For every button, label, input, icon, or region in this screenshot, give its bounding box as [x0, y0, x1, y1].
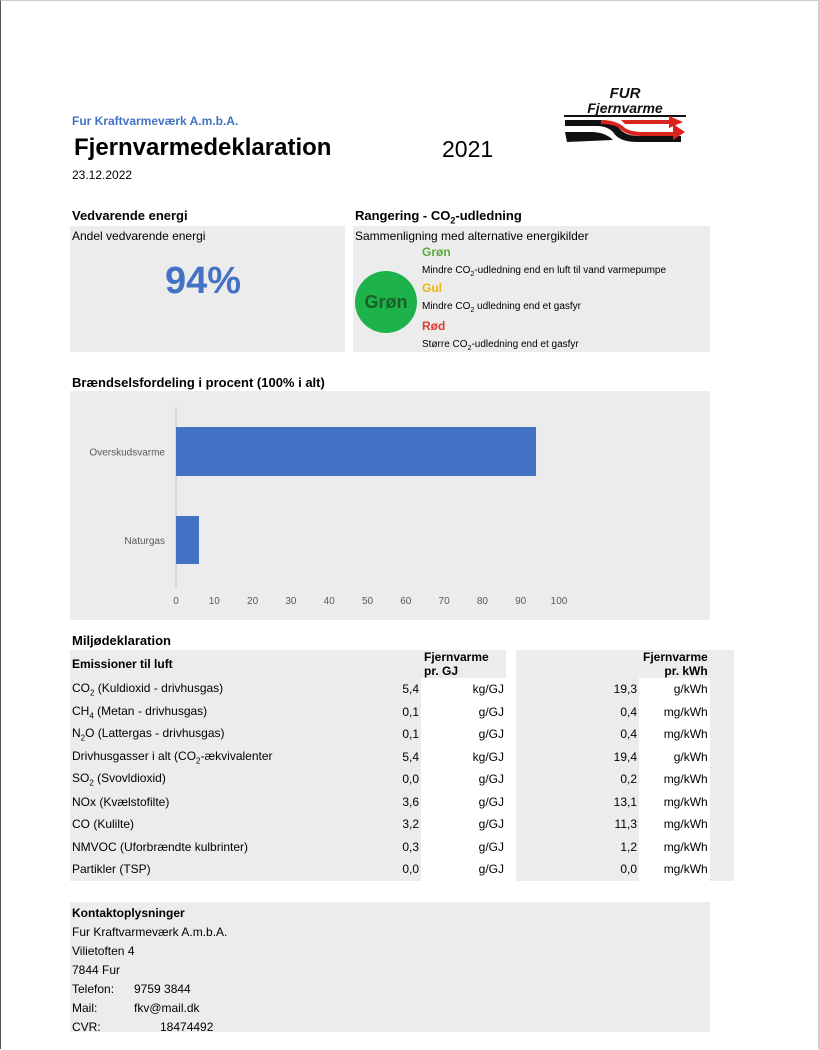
emission-kwh-value: 19,3: [516, 678, 641, 701]
level-yellow-desc: Mindre $CO_2$ udledning end et gasfyr: [422, 301, 582, 314]
x-tick-label: 90: [515, 596, 527, 607]
emission-gj-unit: g/GJ: [422, 813, 506, 836]
emission-gj-value: 5,4: [344, 678, 422, 701]
bar-overskudsvarme: [176, 427, 536, 476]
contact-street: Vilietoften 4: [72, 944, 135, 958]
emission-kwh-unit: mg/kWh: [641, 858, 710, 881]
contact-phone: 9759 3844: [134, 982, 191, 996]
contact-name: Fur Kraftvarmeværk A.m.b.A.: [72, 925, 228, 939]
table-row: [70, 723, 734, 746]
emission-gj-value: 0,1: [344, 723, 422, 746]
x-tick-label: 30: [285, 596, 297, 607]
fuel-chart: [70, 391, 710, 620]
x-tick-label: 70: [438, 596, 450, 607]
emission-gj-value: 0,0: [344, 768, 422, 791]
emission-kwh-unit: mg/kWh: [641, 836, 710, 859]
emission-kwh-unit: mg/kWh: [641, 768, 710, 791]
x-tick-label: 40: [323, 596, 335, 607]
contact-block: [72, 904, 227, 1037]
emission-name: Partikler (TSP): [70, 858, 344, 881]
emission-gj-value: 5,4: [344, 746, 422, 769]
emission-kwh-unit: mg/kWh: [641, 813, 710, 836]
emission-gj-unit: g/GJ: [422, 836, 506, 859]
emission-name: NOx (Kvælstofilte): [70, 791, 344, 814]
emission-kwh-value: 0,0: [516, 858, 641, 881]
level-yellow-name: Gul: [422, 281, 442, 295]
page-title: Fjernvarmedeklaration: [74, 134, 332, 161]
contact-phone-label: Telefon:: [72, 982, 115, 996]
emission-gj-unit: g/GJ: [422, 791, 506, 814]
renewable-label: Andel vedvarende energi: [72, 229, 206, 243]
emission-kwh-unit: mg/kWh: [641, 723, 710, 746]
level-green-desc: Mindre $CO_2$-udledning end en luft til vand varmepumpe: [422, 265, 667, 278]
x-tick-label: 50: [361, 596, 374, 607]
level-red-desc: Større $CO_2$-udledning end et gasfyr: [422, 339, 579, 352]
emission-name: $CH_4$ (Metan - drivhusgas): [70, 701, 344, 724]
x-tick-label: 80: [476, 596, 488, 607]
level-green-name: Grøn: [422, 245, 451, 259]
emission-kwh-value: 11,3: [516, 813, 641, 836]
emission-kwh-value: 19,4: [516, 746, 641, 769]
table-row: [70, 813, 734, 836]
contact-mail[interactable]: fkv@mail.dk: [134, 1001, 200, 1015]
renewable-value: 94%: [165, 260, 242, 302]
emission-gj-value: 0,3: [344, 836, 422, 859]
emission-kwh-value: 0,2: [516, 768, 641, 791]
emission-kwh-value: 0,4: [516, 701, 641, 724]
emission-gj-unit: g/GJ: [422, 768, 506, 791]
fuel-heading: Brændselsfordeling i procent (100% i alt): [72, 375, 325, 390]
emission-name: NMVOC (Uforbrændte kulbrinter): [70, 836, 344, 859]
company-name: Fur Kraftvarmeværk A.m.b.A.: [72, 114, 239, 128]
report-date: 23.12.2022: [72, 168, 133, 182]
emission-gj-unit: g/GJ: [422, 701, 506, 724]
ranking-subtitle: Sammenligning med alternative energikilder: [355, 229, 589, 243]
ranking-heading: Rangering - $CO_2$-udledning: [355, 208, 522, 226]
contact-cvr: 18474492: [160, 1020, 214, 1034]
emission-gj-unit: kg/GJ: [422, 746, 506, 769]
emission-kwh-unit: mg/kWh: [641, 791, 710, 814]
x-tick-label: 20: [247, 596, 259, 607]
category-label: Naturgas: [124, 536, 165, 547]
table-row: [70, 858, 734, 881]
table-row: [70, 836, 734, 859]
emission-gj-value: 3,6: [344, 791, 422, 814]
bar-naturgas: [176, 516, 199, 564]
logo-text-fjernvarme: Fjernvarme: [587, 100, 663, 116]
emission-kwh-value: 1,2: [516, 836, 641, 859]
contact-phone-row: [72, 980, 227, 999]
emission-kwh-unit: g/kWh: [641, 678, 710, 701]
emission-kwh-unit: mg/kWh: [641, 701, 710, 724]
emission-name: $CO_2$ (Kuldioxid - drivhusgas): [70, 678, 344, 701]
col-emission-header: Emissioner til luft: [70, 650, 344, 678]
contact-mail-row: [72, 999, 227, 1018]
report-year: 2021: [442, 136, 494, 162]
category-label: Overskudsvarme: [89, 447, 165, 459]
emission-gj-value: 0,1: [344, 701, 422, 724]
contact-mail-label: Mail:: [72, 1001, 98, 1015]
company-logo: [561, 76, 689, 146]
contact-cvr-label: CVR:: [72, 1020, 101, 1034]
fuel-chart-panel: [70, 391, 710, 620]
emission-name: Drivhusgasser i alt ($CO_2$-ækvivalenter: [70, 746, 344, 769]
rating-badge: Grøn: [355, 271, 417, 333]
emission-kwh-value: 13,1: [516, 791, 641, 814]
emissions-table: [70, 650, 734, 881]
emission-gj-unit: kg/GJ: [422, 678, 506, 701]
table-row: [70, 746, 734, 769]
table-row: [70, 701, 734, 724]
env-heading: Miljødeklaration: [72, 633, 171, 648]
emissions-header-row: [70, 650, 734, 678]
contact-city: 7844 Fur: [72, 963, 121, 977]
emission-kwh-value: 0,4: [516, 723, 641, 746]
emission-gj-value: 3,2: [344, 813, 422, 836]
table-row: [70, 768, 734, 791]
renewable-heading: Vedvarende energi: [72, 208, 188, 223]
emission-gj-value: 0,0: [344, 858, 422, 881]
x-tick-label: 10: [208, 596, 220, 607]
x-tick-label: 0: [173, 596, 179, 607]
logo-text-fur: FUR: [609, 85, 641, 102]
x-tick-label: 60: [400, 596, 412, 607]
col-kwh-header: Fjernvarme pr. kWh: [643, 650, 708, 678]
contact-cvr-row: [72, 1018, 227, 1037]
emission-kwh-unit: g/kWh: [641, 746, 710, 769]
emission-gj-unit: g/GJ: [422, 858, 506, 881]
x-tick-label: 100: [550, 596, 568, 607]
emission-gj-unit: g/GJ: [422, 723, 506, 746]
emission-name: CO (Kulilte): [70, 813, 344, 836]
table-row: [70, 791, 734, 814]
emission-name: $N_2O$ (Lattergas - drivhusgas): [70, 723, 344, 746]
level-red-name: Rød: [422, 319, 446, 333]
table-row: [70, 678, 734, 701]
col-gj-header: Fjernvarme pr. GJ: [422, 650, 506, 678]
contact-heading: Kontaktoplysninger: [72, 906, 185, 920]
emission-name: $SO_2$ (Svovldioxid): [70, 768, 344, 791]
